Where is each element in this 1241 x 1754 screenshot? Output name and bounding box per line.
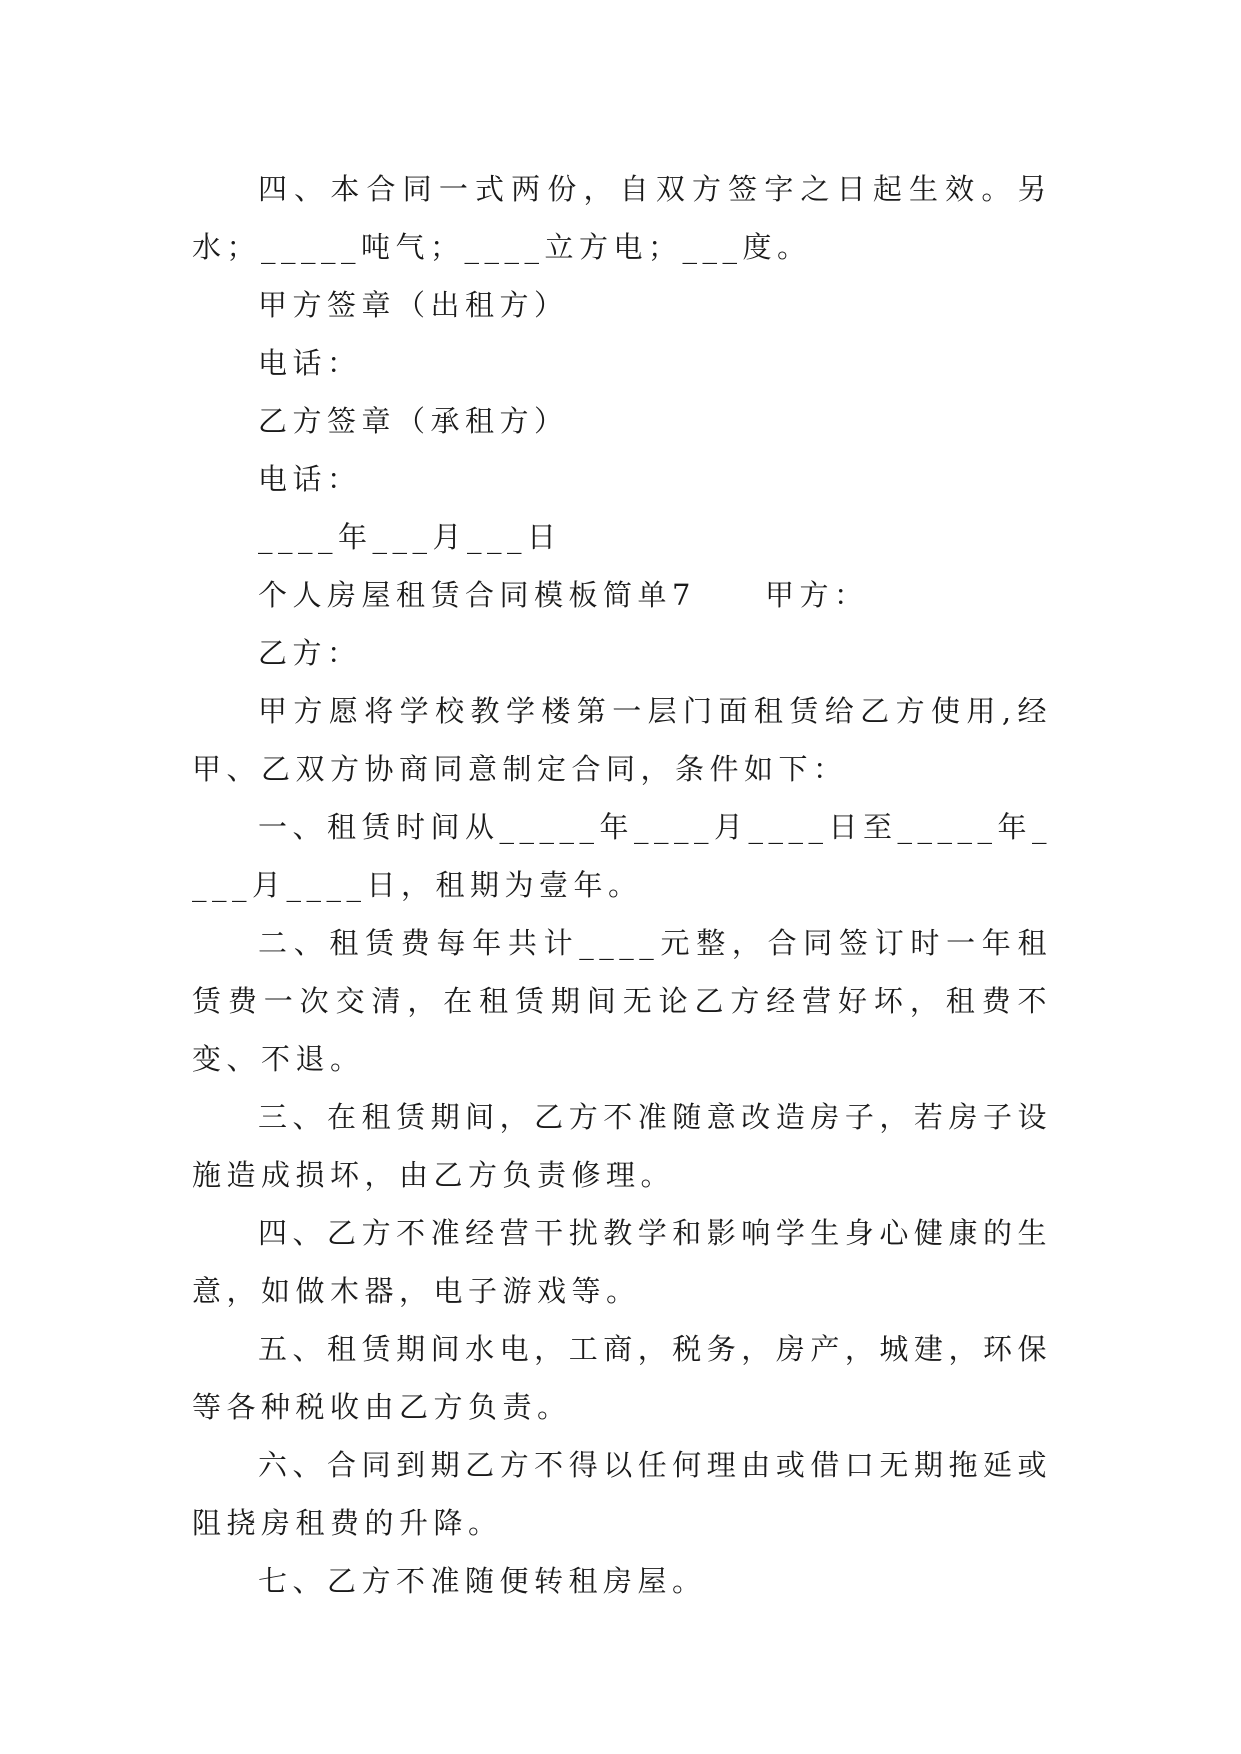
paragraph-party-b-phone: 电话： <box>258 462 362 496</box>
paragraph-party-a-signature: 甲方签章（出租方） <box>258 288 569 322</box>
paragraph-clause-4: 四、乙方不准经营干扰教学和影响学生身心健康的生意，如做木器，电子游戏等。 <box>192 1216 1052 1308</box>
paragraph-clause-4-effective: 四、本合同一式两份，自双方签字之日起生效。另水；_____吨气；____立方电；___度。 <box>192 172 1052 264</box>
paragraph-template-title: 个人房屋租赁合同模板简单7 甲方： <box>258 578 869 612</box>
paragraph-clause-3: 三、在租赁期间，乙方不准随意改造房子，若房子设施造成损坏，由乙方负责修理。 <box>192 1100 1052 1192</box>
paragraph-clause-6: 六、合同到期乙方不得以任何理由或借口无期拖延或阻挠房租费的升降。 <box>192 1448 1052 1540</box>
paragraph-date-line: ____年___月___日 <box>258 520 562 554</box>
paragraph-party-a-phone: 电话： <box>258 346 362 380</box>
paragraph-clause-2: 二、租赁费每年共计____元整，合同签订时一年租赁费一次交清，在租赁期间无论乙方经营好坏，租费不变、不退。 <box>192 926 1052 1076</box>
paragraph-clause-5: 五、租赁期间水电，工商，税务，房产，城建，环保等各种税收由乙方负责。 <box>192 1332 1052 1424</box>
paragraph-party-b: 乙方： <box>258 636 362 670</box>
paragraph-party-b-signature: 乙方签章（承租方） <box>258 404 569 438</box>
paragraph-clause-7: 七、乙方不准随便转租房屋。 <box>258 1564 707 1598</box>
paragraph-intro: 甲方愿将学校教学楼第一层门面租赁给乙方使用,经甲、乙双方协商同意制定合同，条件如下： <box>192 694 1052 786</box>
contract-body <box>192 160 1052 1610</box>
paragraph-clause-1: 一、租赁时间从_____年____月____日至_____年____月____日，租期为壹年。 <box>192 810 1053 902</box>
